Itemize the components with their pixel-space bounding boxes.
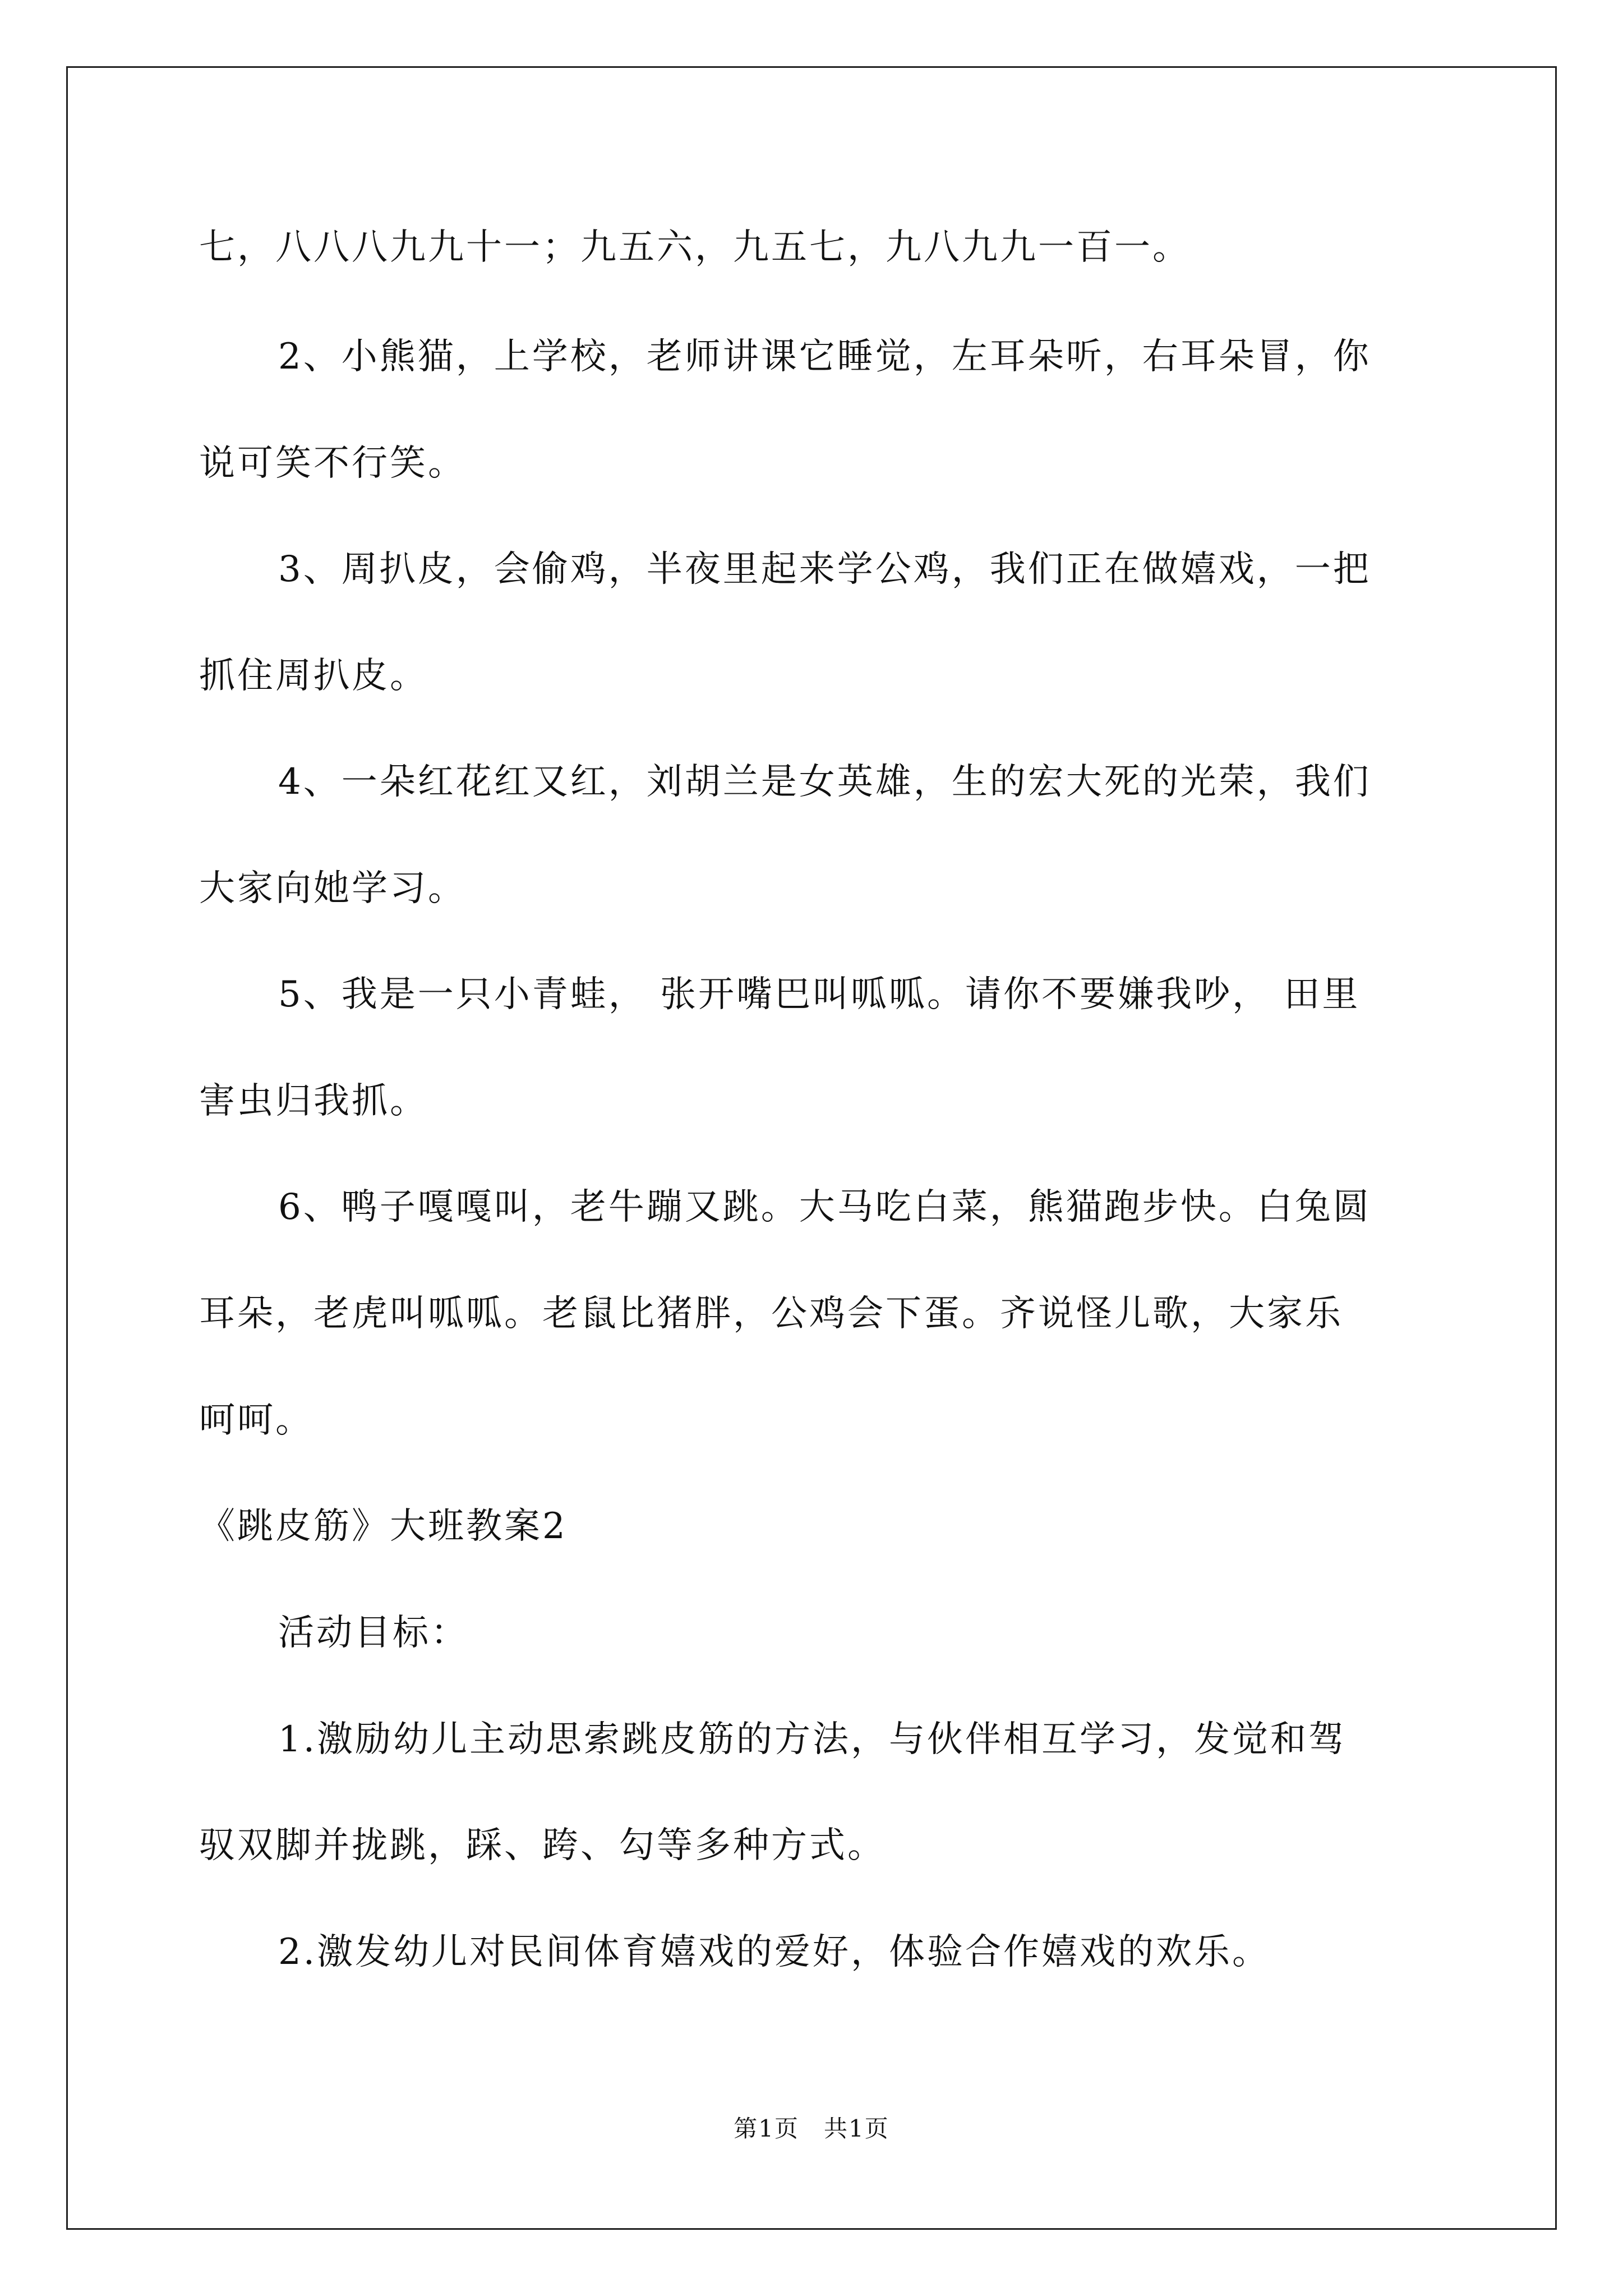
text-line: 害虫归我抓。 — [199, 1080, 428, 1122]
text-line: 2、小熊猫，上学校，老师讲课它睡觉，左耳朵听，右耳朵冒，你 — [278, 336, 1371, 378]
text-line: 大家向她学习。 — [199, 868, 466, 909]
text-line: 1.激励幼儿主动思索跳皮筋的方法，与伙伴相互学习，发觉和驾 — [278, 1719, 1347, 1760]
page-footer: 第1页 共1页 — [734, 2115, 889, 2142]
text-line: 驭双脚并拢跳，踩、跨、勾等多种方式。 — [199, 1825, 886, 1866]
text-line: 6、鸭子嘎嘎叫，老牛蹦又跳。大马吃白菜，熊猫跑步快。白兔圆 — [278, 1186, 1371, 1228]
section-heading: 《跳皮筋》大班教案2 — [199, 1506, 568, 1547]
text-line: 呵呵。 — [199, 1400, 313, 1441]
text-line: 3、周扒皮，会偷鸡，半夜里起来学公鸡，我们正在做嬉戏，一把 — [278, 549, 1371, 590]
text-line: 七，八八八九九十一；九五六，九五七，九八九九一百一。 — [199, 227, 1191, 268]
text-line: 4、一朵红花红又红，刘胡兰是女英雄，生的宏大死的光荣，我们 — [278, 761, 1371, 803]
text-line: 抓住周扒皮。 — [199, 655, 428, 697]
text-line: 5、我是一只小青蛙， 张开嘴巴叫呱呱。请你不要嫌我吵， 田里 — [278, 974, 1361, 1015]
text-line: 2.激发幼儿对民间体育嬉戏的爱好，体验合作嬉戏的欢乐。 — [278, 1931, 1271, 1973]
text-line: 说可笑不行笑。 — [199, 443, 466, 484]
page-border — [66, 66, 1557, 2230]
subheading: 活动目标： — [278, 1612, 469, 1654]
text-line: 耳朵，老虎叫呱呱。老鼠比猪胖，公鸡会下蛋。齐说怪儿歌，大家乐 — [199, 1293, 1343, 1335]
